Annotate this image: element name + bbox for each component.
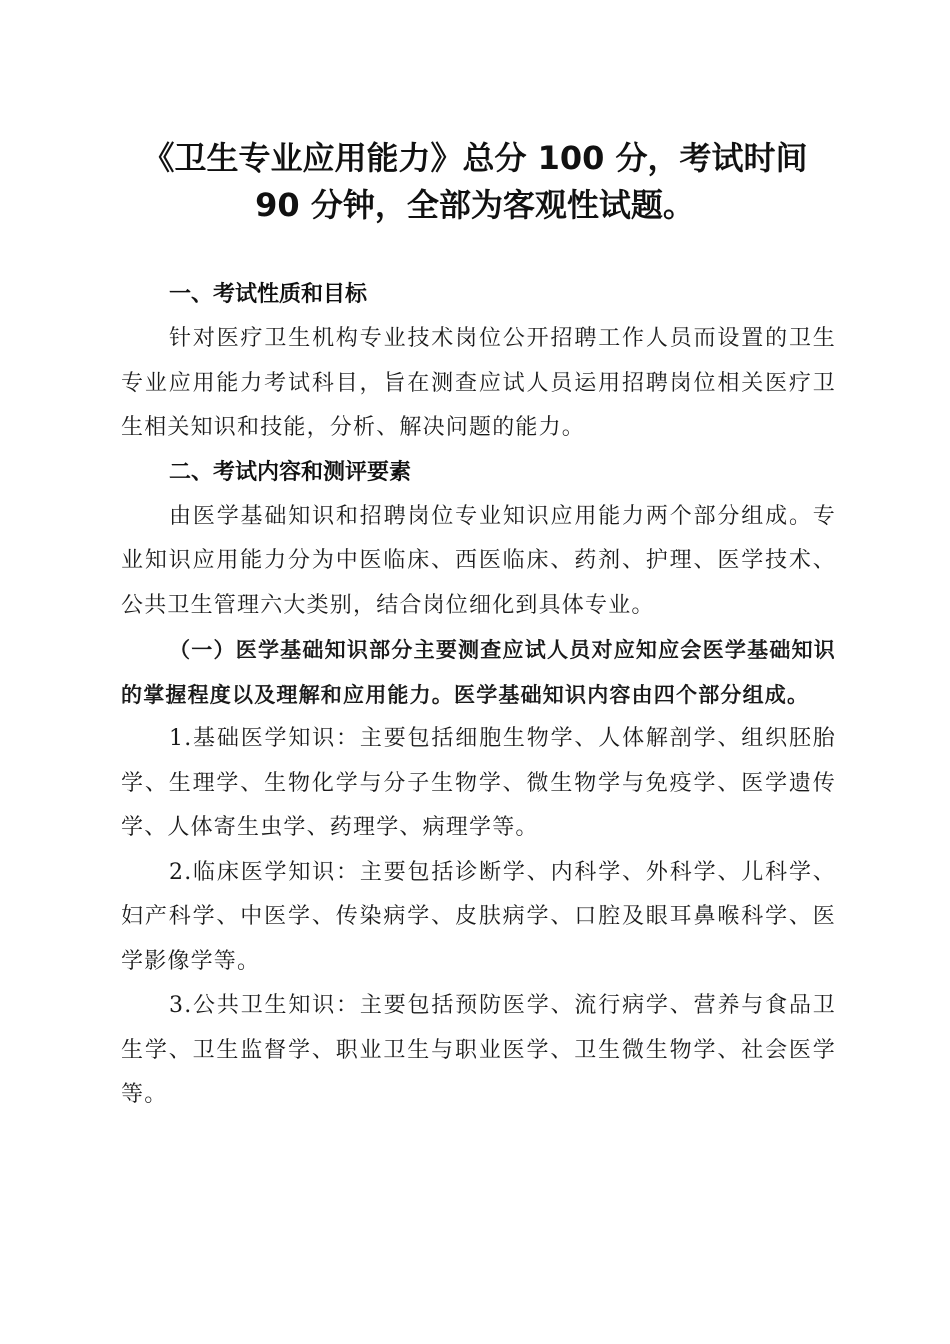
title-line-2: 90 分钟，全部为客观性试题。 xyxy=(255,186,695,224)
part-1-paragraph: （一）医学基础知识部分主要测查应试人员对应知应会医学基础知识的掌握程度以及理解和应用能力。医学基础知识内容由四个部分组成。 xyxy=(121,637,836,707)
section-1-paragraph: 针对医疗卫生机构专业技术岗位公开招聘工作人员而设置的卫生专业应用能力考试科目，旨在测查应试人员运用招聘岗位相关医疗卫生相关知识和技能，分析、解决问题的能力。 xyxy=(121,326,836,440)
document-body xyxy=(121,273,836,1118)
title-line-1: 《卫生专业应用能力》总分 100 分，考试时间 xyxy=(142,139,808,177)
section-heading-1: 一、考试性质和目标 xyxy=(169,282,368,307)
section-2-paragraph: 由医学基础知识和招聘岗位专业知识应用能力两个部分组成。专业知识应用能力分为中医临床、西医临床、药剂、护理、医学技术、公共卫生管理六大类别，结合岗位细化到具体专业。 xyxy=(121,503,836,618)
item-3-paragraph: 3.公共卫生知识：主要包括预防医学、流行病学、营养与食品卫生学、卫生监督学、职业卫生与职业医学、卫生微生物学、社会医学等。 xyxy=(121,993,836,1107)
item-2-paragraph: 2.临床医学知识：主要包括诊断学、内科学、外科学、儿科学、妇产科学、中医学、传染病学、皮肤病学、口腔及眼耳鼻喉科学、医学影像学等。 xyxy=(121,859,836,974)
section-heading-2: 二、考试内容和测评要素 xyxy=(169,459,412,485)
item-1-paragraph: 1.基础医学知识：主要包括细胞生物学、人体解剖学、组织胚胎学、生理学、生物化学与分子生物学、微生物学与免疫学、医学遗传学、人体寄生虫学、药理学、病理学等。 xyxy=(121,726,836,840)
